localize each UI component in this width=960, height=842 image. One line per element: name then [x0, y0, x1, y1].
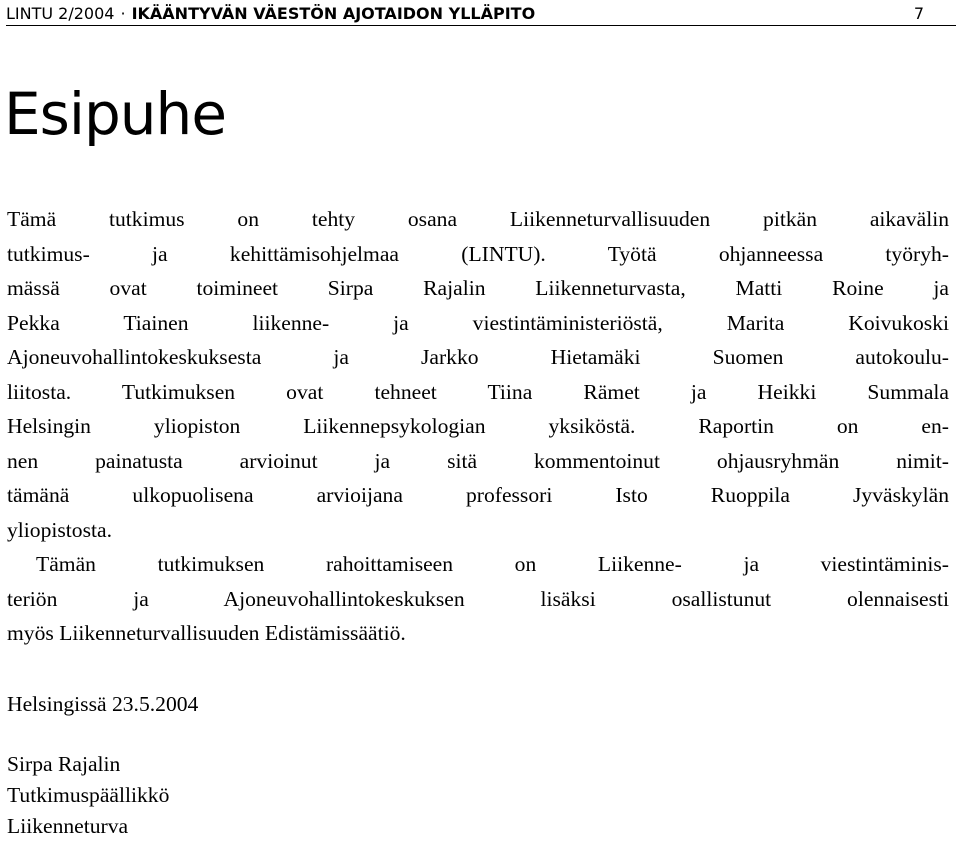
- header-separator: ·: [120, 4, 126, 23]
- page-number: 7: [913, 4, 924, 23]
- running-header: [6, 3, 956, 26]
- report-series: LINTU 2/2004: [6, 4, 115, 23]
- text-line: Helsingin yliopiston Liikennepsykologian yksiköstä. Raportin on en-: [7, 414, 949, 438]
- text-line: tutkimus- ja kehittämisohjelmaa (LINTU). Työtä ohjanneessa työryh-: [7, 241, 949, 266]
- text-line: Tämä tutkimus on tehty osana Liikenneturvallisuuden pitkän aikavälin: [7, 207, 949, 231]
- text-line: liitosta. Tutkimuksen ovat tehneet Tiina Rämet ja Heikki Summala: [7, 379, 949, 404]
- place-date: Helsingissä 23.5.2004: [7, 692, 199, 716]
- text-line: yliopistosta.: [7, 517, 112, 542]
- text-line: Tämän tutkimuksen rahoittamiseen on Liikenne- ja viestintäminis-: [36, 552, 949, 576]
- text-line: nen painatusta arvioinut ja sitä kommentoinut ohjausryhmän nimit-: [7, 448, 949, 473]
- text-line: Ajoneuvohallintokeskuksesta ja Jarkko Hietamäki Suomen autokoulu-: [7, 345, 949, 369]
- signatory-name: Sirpa Rajalin: [7, 752, 121, 776]
- signatory-position: Tutkimuspäällikkö: [7, 783, 170, 807]
- signature-block: [7, 749, 169, 842]
- paragraph-1: [7, 202, 949, 547]
- text-line: Pekka Tiainen liikenne- ja viestintäministeriöstä, Marita Koivukoski: [7, 310, 949, 335]
- page-title: Esipuhe: [4, 80, 226, 148]
- signatory-organization: Liikenneturva: [7, 814, 129, 838]
- report-title: IKÄÄNTYVÄN VÄESTÖN AJOTAIDON YLLÄPITO: [131, 4, 536, 23]
- text-line: myös Liikenneturvallisuuden Edistämissäätiö.: [7, 621, 406, 645]
- paragraph-2: [7, 547, 949, 651]
- text-line: mässä ovat toimineet Sirpa Rajalin Liikenneturvasta, Matti Roine ja: [7, 276, 949, 300]
- text-line: tämänä ulkopuolisena arvioijana professori Isto Ruoppila Jyväskylän: [7, 483, 949, 507]
- text-line: teriön ja Ajoneuvohallintokeskuksen lisäksi osallistunut olennaisesti: [7, 586, 949, 611]
